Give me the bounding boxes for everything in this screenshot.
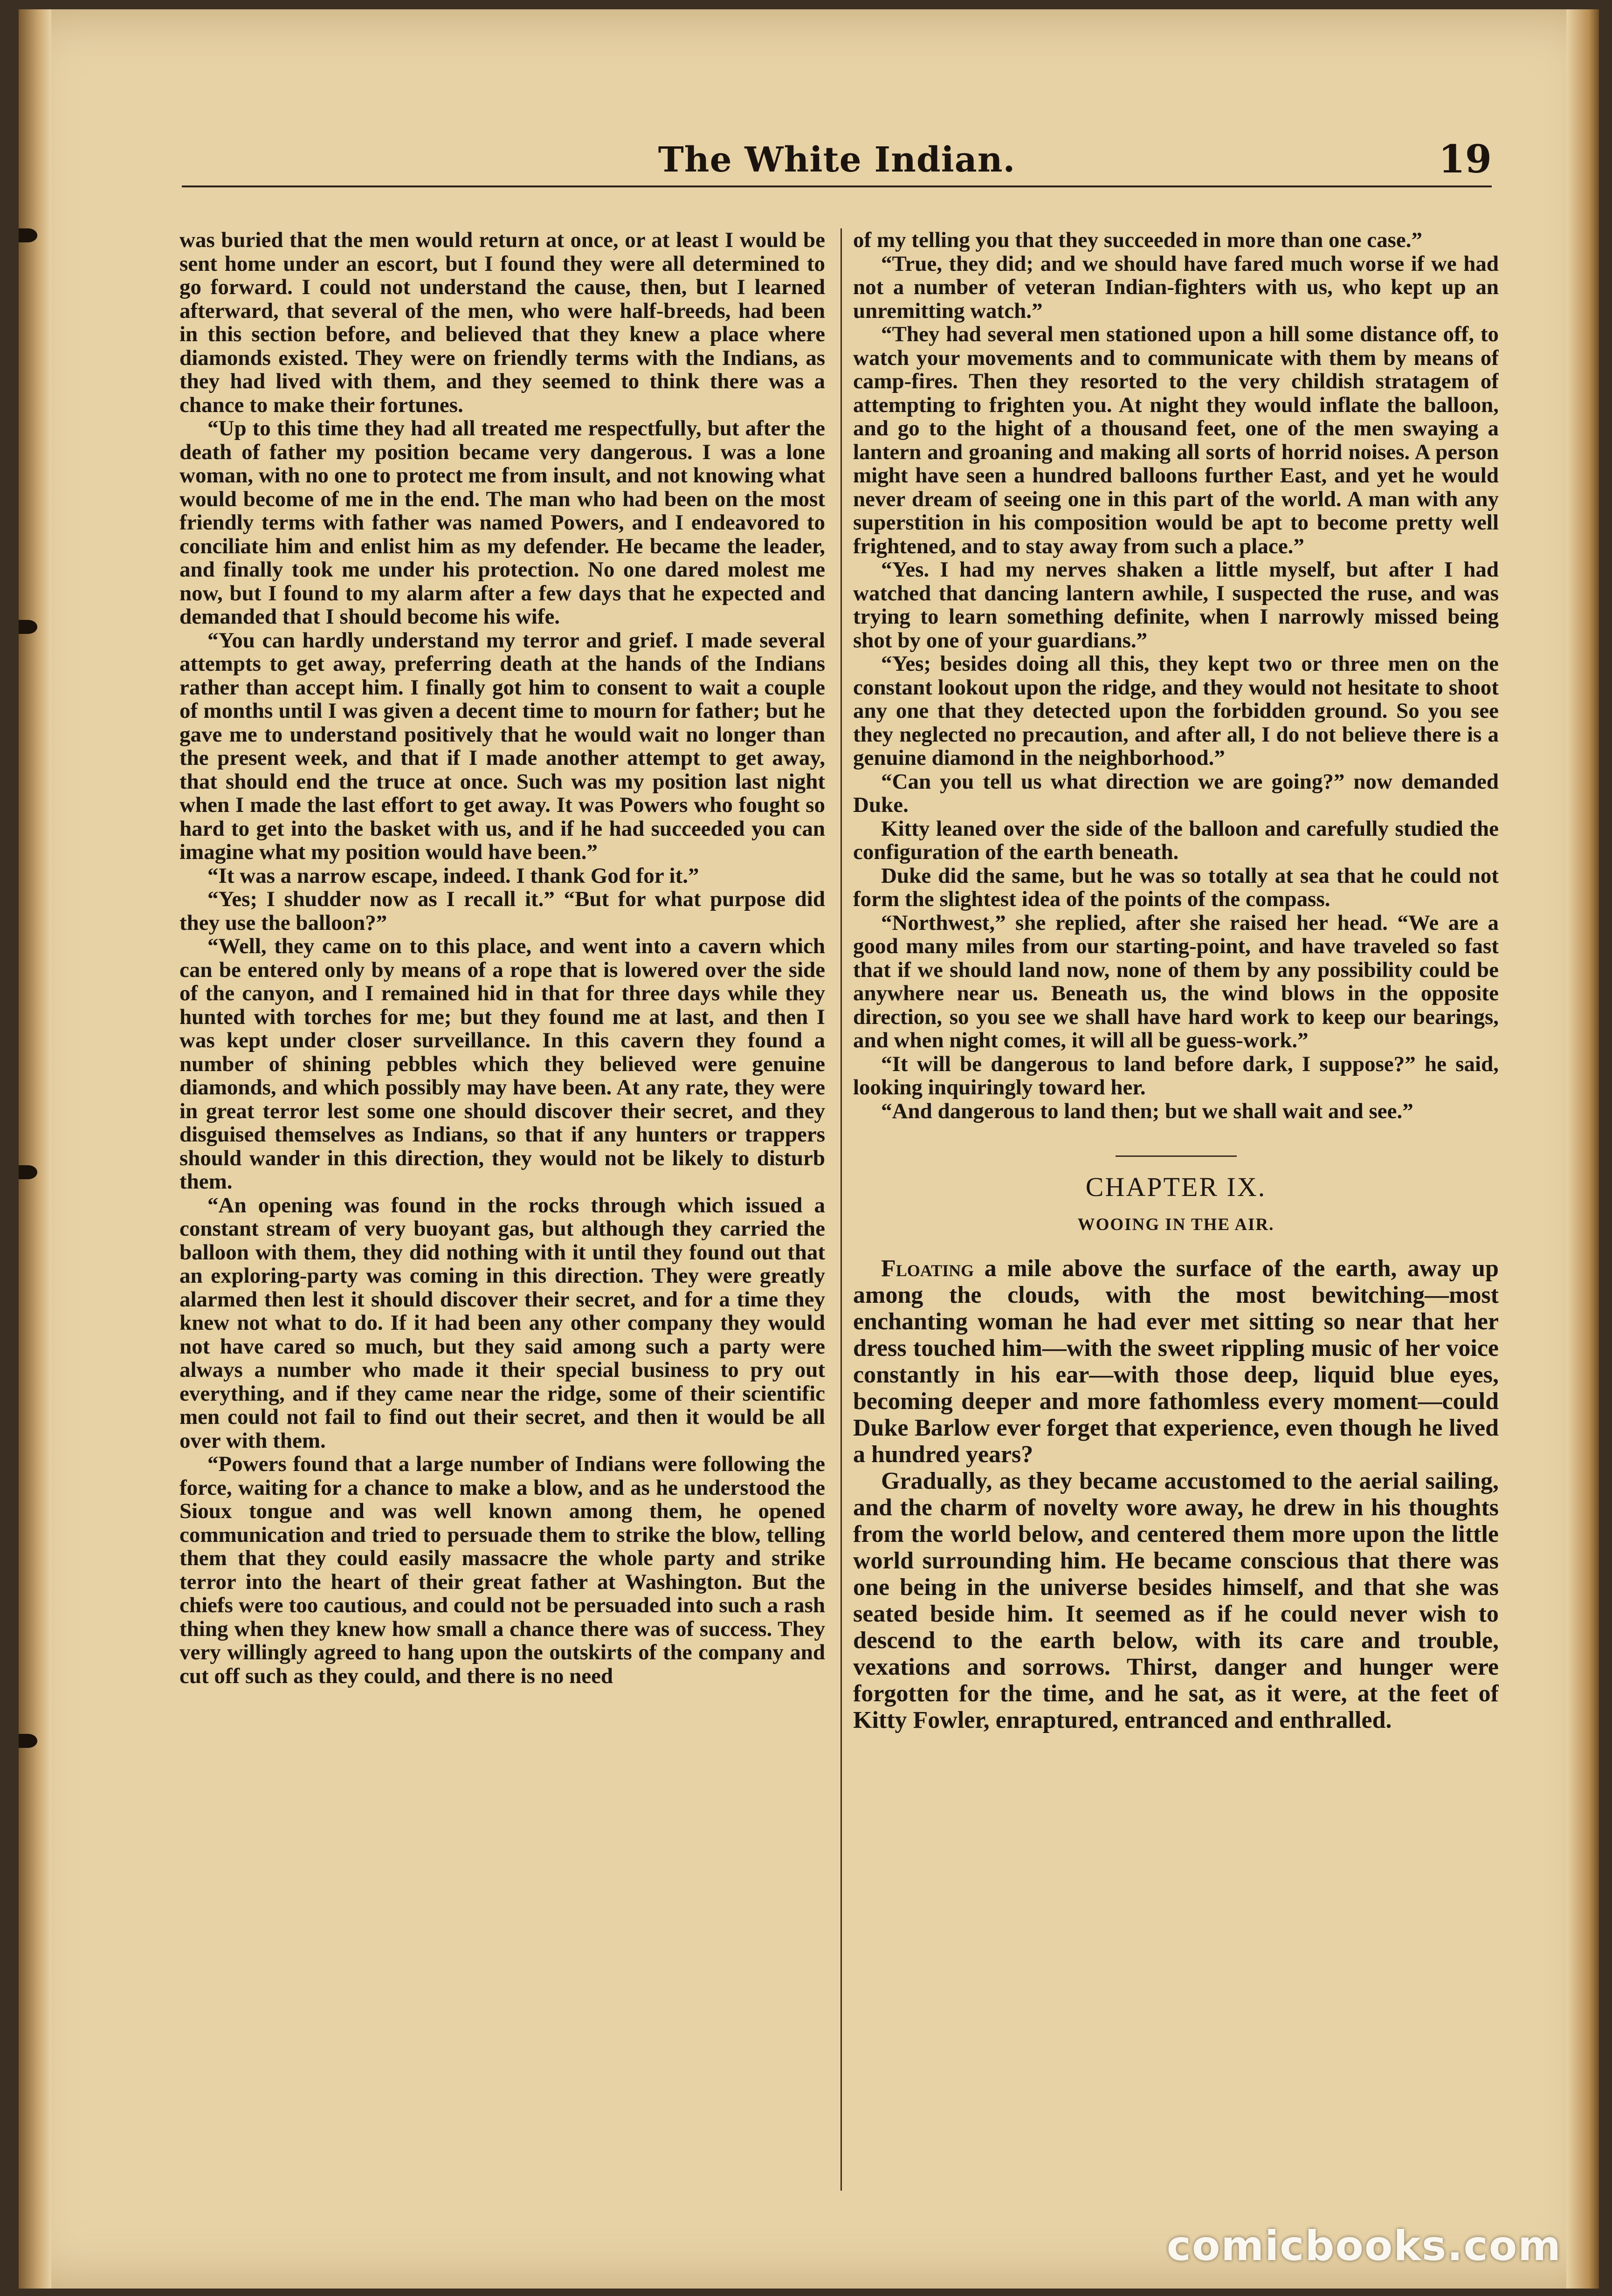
paragraph: Kitty leaned over the side of the balloon and carefully studied the configuration of the earth beneath. [853,816,1499,864]
chapter-lead-word: Floating [881,1255,974,1282]
paragraph: “Well, they came on to this place, and went into a cavern which can be entered only by means of a rope that is lowered over the side of the canyon, and I remained hid in that for three days while they hunted with torches for me; but they found me at last, and then I was kept under closer surveillance. In this cavern they found a number of shining pebbles which they believed were genuine diamonds, and which possibly may have been. At any rate, they were in great terror lest some one should discover their secret, and they disguised themselves as Indians, so that if any hunters or trappers should wander in this direction, they would not be likely to disturb them. [179,934,825,1194]
paragraph: Gradually, as they became accustomed to the aerial sailing, and the charm of novelty wore away, he drew in his thoughts from the world below, and centered them more upon the little world surrounding him. He became conscious that there was one being in the universe besides himself, and that she was seated beside him. It seemed as if he could never wish to descend to the earth below, with its care and trouble, vexations and sorrows. Thirst, danger and hunger were forgotten for the time, and he sat, as it were, at the feet of Kitty Fowler, enraptured, entranced and enthralled. [853,1468,1499,1733]
chapter-body [853,1255,1499,1733]
chapter-title: CHAPTER IX. [1085,1172,1267,1202]
paragraph: “They had several men stationed upon a hill some distance off, to watch your movements and to communicate with them by means of camp-fires. Then they resorted to the very childish stratagem of attempting to frighten you. At night they would inflate the balloon, and go to the hight of a thousand feet, one of the men swaying a lantern and groaning and making all sorts of horrid noises. A person might have seen a hundred balloons further East, and yet he would never dream of seeing one in this part of the world. A man with any superstition in his composition would be apt to become pretty well frightened, and to stay away from such a place.” [853,322,1499,558]
chapter-heading-block [853,1155,1499,1237]
paragraph: Duke did the same, but he was so totally at sea that he could not form the slightest idea of the points of the compass. [853,863,1499,911]
paragraph: “Up to this time they had all treated me respectfully, but after the death of father my position became very dangerous. I was a lone woman, with no one to protect me from insult, and not knowing what would become of me in the end. The man who had been on the most friendly terms with father was named Powers, and I endeavored to conciliate him and enlist him as my defender. He became the leader, and finally took me under his protection. No one dared molest me now, but I found to my alarm after a few days that he expected and demanded that I should become his wife. [179,416,825,629]
paragraph: “Northwest,” she replied, after she raised her head. “We are a good many miles from our starting-point, and have traveled so fast that if we should land now, none of them by any possibility could be anywhere near us. Beneath us, the wind blows in the opposite direction, so you see we shall have hard work to keep our bearings, and when night comes, it will all be guess-work.” [853,910,1499,1052]
watermark: comicbooks.com [1166,2222,1562,2270]
running-title: The White Indian. [658,140,1016,180]
paragraph: “It will be dangerous to land before dark, I suppose?” he said, looking inquiringly toward her. [853,1052,1499,1100]
paragraph: “Yes. I had my nerves shaken a little myself, but after I had watched that dancing lantern awhile, I suspected the ruse, and was trying to learn something definite, when I narrowly missed being shot by one of your guardians.” [853,557,1499,653]
left-column [179,228,825,2195]
binding-hole [19,1165,37,1179]
paragraph: “True, they did; and we should have fared much worse if we had not a number of veteran Indian-fighters with us, who kept up an unremitting watch.” [853,251,1499,323]
chapter-opening-paragraph [853,1255,1499,1468]
paragraph: “Can you tell us what direction we are going?” now demanded Duke. [853,769,1499,817]
page-right-edge [1566,9,1599,2289]
book-page [19,9,1599,2289]
header-rule [182,186,1492,187]
paragraph: “It was a narrow escape, indeed. I thank God for it.” [207,863,699,888]
page-spine-edge [19,9,51,2289]
paragraph: “Powers found that a large number of Indians were following the force, waiting for a chance to make a blow, and as he understood the Sioux tongue and was well known among them, he opened communication and tried to persuade them to strike the blow, telling them that they could easily massacre the whole party and strike terror into the heart of their great father at Washington. But the chiefs were too cautious, and could not be persuaded into such a rash thing when they knew how small a chance there was of success. They very willingly agreed to hang upon the outskirts of the company and cut off such as they could, and there is no need [179,1452,825,1688]
paragraph: “Yes; I shudder now as I recall it.” “But for what purpose did they use the balloon?” [179,887,825,935]
chapter-subtitle: WOOING IN THE AIR. [1077,1215,1274,1234]
paragraph: of my telling you that they succeeded in more than one case.” [853,228,1423,252]
binding-hole [19,228,37,242]
paragraph: “An opening was found in the rocks through which issued a constant stream of very buoyant gas, but although they carried the balloon with them, they did nothing with it until they found out that an exploring-party was coming in this direction. They were greatly alarmed then lest it should discover their secret, and for a time they knew not what to do. If it had been any other company they would not have cared so much, but they said among such a party were always a number who made it their special business to pry out everything, and if they came near the ridge, some of their scientific men could not fail to find out their secret, and then it would be all over with them. [179,1193,825,1453]
paragraph: “You can hardly understand my terror and grief. I made several attempts to get away, preferring death at the hands of the Indians rather than accept him. I finally got him to consent to wait a couple of months until I was given a decent time to mourn for father; but he gave me to understand positively that he would wait no longer than the present week, and that if I made another attempt to get away, that should end the truce at once. Such was my position last night when I made the last effort to get away. It was Powers who fought so hard to get into the basket with us, and if he had succeeded you can imagine what my position would have been.” [179,628,825,864]
page-header [182,131,1492,186]
chapter-rule [1116,1155,1237,1157]
chapter-paragraph-text: a mile above the surface of the earth, away up among the clouds, with the most bewitching—most enchanting woman he had ever met sitting so near that her dress touched him—with the sweet rippling music of her voice constantly in his ear—with those deep, liquid blue eyes, becoming deeper and more fathomless every moment—could Duke Barlow ever forget that experience, even though he lived a hundred years? [853,1255,1499,1468]
paragraph: “And dangerous to land then; but we shall wait and see.” [881,1099,1413,1123]
right-column [853,228,1499,2195]
binding-hole [19,620,37,634]
paragraph: was buried that the men would return at once, or at least I would be sent home under an escort, but I found they were all determined to go forward. I could not understand the cause, then, but I learned afterward, that several of the men, who were half-breeds, had been in this section before, and believed that they knew a place where diamonds existed. They were on friendly terms with the Indians, as they had lived with them, and they seemed to think there was a chance to make their fortunes. [179,228,825,417]
column-divider [840,228,842,2191]
binding-hole [19,1734,37,1748]
page-number: 19 [1438,137,1492,182]
paragraph: “Yes; besides doing all this, they kept two or three men on the constant lookout upon the ridge, and they would not hesitate to shoot any one that they detected upon the forbidden ground. So you see they neglected no precaution, and after all, I do not believe there is a genuine diamond in the neighborhood.” [853,652,1499,770]
